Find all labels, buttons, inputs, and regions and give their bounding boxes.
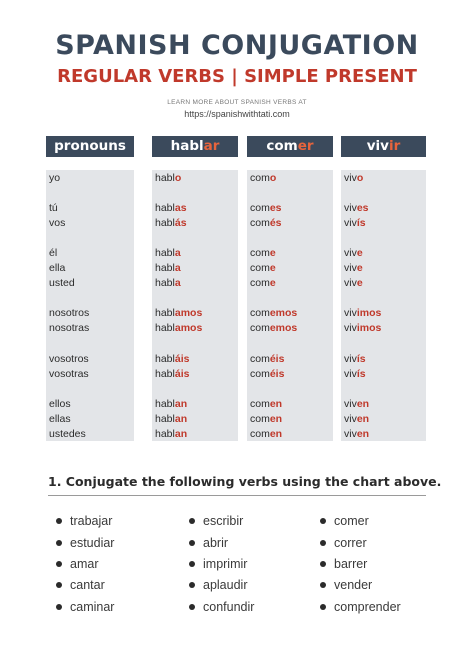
bullet-icon <box>56 604 62 610</box>
verb-stem: viv <box>344 202 357 214</box>
verb-ending: éis <box>269 353 285 365</box>
verb-ending: a <box>174 277 181 289</box>
header-comer-stem: com <box>266 138 298 154</box>
verb-stem: habl <box>155 428 175 440</box>
verb-list-item <box>320 600 401 614</box>
header-comer <box>247 136 333 157</box>
verb-stem: viv <box>344 277 357 289</box>
vivir-cell <box>344 262 363 274</box>
learn-more-text: LEARN MORE ABOUT SPANISH VERBS AT <box>167 99 307 106</box>
verb-ending: en <box>269 428 283 440</box>
verb-ending: as <box>174 202 187 214</box>
verb-list-item <box>56 514 112 528</box>
pronoun-cell: vos <box>49 217 66 229</box>
verb-list-item <box>189 514 243 528</box>
verb-ending: en <box>269 413 283 425</box>
comer-cell <box>250 322 297 334</box>
verb-list-label: cantar <box>70 578 105 592</box>
verb-stem: com <box>250 202 270 214</box>
pronoun-cell: nosotras <box>49 322 90 334</box>
verb-ending: e <box>269 277 276 289</box>
bullet-icon <box>189 540 195 546</box>
comer-cell <box>250 398 282 410</box>
verb-ending: e <box>356 247 363 259</box>
verb-stem: habl <box>155 398 175 410</box>
verb-ending: éis <box>269 368 285 380</box>
pronoun-cell: usted <box>49 277 75 289</box>
verb-list-item <box>189 557 247 571</box>
comer-cell <box>250 413 282 425</box>
comer-cell <box>250 368 284 380</box>
verb-stem: habl <box>155 247 175 259</box>
bullet-icon <box>320 561 326 567</box>
verb-ending: en <box>356 428 370 440</box>
vivir-cell <box>344 247 363 259</box>
verb-stem: com <box>250 353 270 365</box>
verb-stem: com <box>250 428 270 440</box>
verb-list-item <box>320 514 369 528</box>
bullet-icon <box>56 540 62 546</box>
header-pronouns <box>46 136 134 157</box>
comer-cell <box>250 217 282 229</box>
verb-ending: an <box>174 413 188 425</box>
bullet-icon <box>320 604 326 610</box>
verb-ending: en <box>356 413 370 425</box>
verb-ending: o <box>174 172 182 184</box>
verb-list-label: comer <box>334 514 369 528</box>
vivir-cell <box>344 277 363 289</box>
verb-stem: com <box>250 398 270 410</box>
hablar-cell <box>155 322 202 334</box>
page-subtitle: REGULAR VERBS | SIMPLE PRESENT <box>57 66 417 87</box>
vivir-cell <box>344 322 381 334</box>
website-link[interactable]: https://spanishwithtati.com <box>184 109 290 119</box>
verb-list-item <box>189 600 254 614</box>
vivir-cell <box>344 202 369 214</box>
comer-cell <box>250 428 282 440</box>
verb-stem: habl <box>155 277 175 289</box>
pronoun-cell: vosotros <box>49 353 89 365</box>
header-hablar <box>152 136 238 157</box>
pronoun-cell: vosotras <box>49 368 89 380</box>
verb-list-label: comprender <box>334 600 401 614</box>
verb-ending: e <box>356 262 363 274</box>
verb-list-item <box>189 536 228 550</box>
verb-ending: ís <box>356 368 366 380</box>
comer-cell <box>250 247 276 259</box>
verb-stem: habl <box>155 262 175 274</box>
verb-stem: habl <box>155 413 175 425</box>
pronoun-cell: ellas <box>49 413 71 425</box>
vivir-cell <box>344 307 381 319</box>
hablar-cell <box>155 172 181 184</box>
verb-stem: viv <box>344 307 357 319</box>
pronoun-cell: ellos <box>49 398 71 410</box>
bullet-icon <box>320 518 326 524</box>
exercise-question: 1. Conjugate the following verbs using the chart above. <box>48 474 442 489</box>
vivir-cell <box>344 217 366 229</box>
verb-stem: com <box>250 277 270 289</box>
verb-stem: viv <box>344 262 357 274</box>
verb-stem: com <box>250 322 270 334</box>
verb-ending: es <box>356 202 369 214</box>
header-hablar-stem: habl <box>170 138 204 154</box>
verb-stem: viv <box>344 398 357 410</box>
comer-cell <box>250 202 282 214</box>
pronoun-cell: ella <box>49 262 66 274</box>
verb-stem: viv <box>344 217 357 229</box>
verb-ending: a <box>174 247 181 259</box>
verb-list-label: confundir <box>203 600 255 614</box>
verb-ending: e <box>356 277 363 289</box>
pronoun-cell: nosotros <box>49 307 90 319</box>
verb-ending: imos <box>356 307 382 319</box>
bullet-icon <box>189 561 195 567</box>
verb-stem: habl <box>155 202 175 214</box>
verb-stem: habl <box>155 217 175 229</box>
verb-ending: o <box>356 172 364 184</box>
verb-list-item <box>189 578 247 592</box>
verb-stem: viv <box>344 353 357 365</box>
verb-stem: viv <box>344 247 357 259</box>
verb-ending: e <box>269 262 276 274</box>
comer-cell <box>250 277 276 289</box>
verb-ending: an <box>174 428 188 440</box>
verb-list-label: amar <box>70 557 99 571</box>
verb-list-item <box>56 578 105 592</box>
verb-stem: habl <box>155 353 175 365</box>
verb-ending: ás <box>174 217 187 229</box>
verb-stem: com <box>250 368 270 380</box>
pronoun-cell: yo <box>49 172 61 184</box>
hablar-cell <box>155 247 181 259</box>
verb-list-label: barrer <box>334 557 368 571</box>
verb-stem: viv <box>344 172 357 184</box>
comer-cell <box>250 353 284 365</box>
verb-ending: o <box>269 172 277 184</box>
pronoun-cell: tú <box>49 202 58 214</box>
verb-stem: habl <box>155 322 175 334</box>
verb-ending: amos <box>174 307 203 319</box>
verb-stem: viv <box>344 428 357 440</box>
verb-list-label: trabajar <box>70 514 113 528</box>
verb-ending: en <box>356 398 370 410</box>
hablar-cell <box>155 368 189 380</box>
vivir-cell <box>344 398 369 410</box>
hablar-cell <box>155 398 187 410</box>
verb-stem: com <box>250 172 270 184</box>
bullet-icon <box>320 540 326 546</box>
bullet-icon <box>189 604 195 610</box>
verb-list-label: abrir <box>203 536 229 550</box>
hablar-cell <box>155 353 189 365</box>
verb-list-label: correr <box>334 536 367 550</box>
header-comer-ending: er <box>297 138 314 154</box>
vivir-cell <box>344 368 366 380</box>
verb-list-label: caminar <box>70 600 115 614</box>
comer-cell <box>250 262 276 274</box>
verb-stem: com <box>250 217 270 229</box>
hablar-cell <box>155 202 187 214</box>
hablar-cell <box>155 217 187 229</box>
bullet-icon <box>56 561 62 567</box>
vivir-cell <box>344 172 363 184</box>
verb-stem: viv <box>344 413 357 425</box>
comer-cell <box>250 307 297 319</box>
verb-list-item <box>56 536 114 550</box>
hablar-cell <box>155 277 181 289</box>
verb-list-item <box>320 578 372 592</box>
verb-ending: ís <box>356 217 366 229</box>
vivir-cell <box>344 428 369 440</box>
verb-list-label: escribir <box>203 514 244 528</box>
verb-list-item <box>56 557 98 571</box>
verb-stem: com <box>250 307 270 319</box>
verb-list-item <box>320 557 367 571</box>
bullet-icon <box>56 582 62 588</box>
hablar-cell <box>155 413 187 425</box>
pronoun-cell: ustedes <box>49 428 86 440</box>
verb-list-item <box>320 536 367 550</box>
verb-ending: e <box>269 247 276 259</box>
verb-stem: habl <box>155 307 175 319</box>
verb-ending: emos <box>269 322 298 334</box>
header-pronouns-label: pronouns <box>54 138 126 154</box>
hablar-cell <box>155 262 181 274</box>
bullet-icon <box>189 582 195 588</box>
hablar-cell <box>155 307 202 319</box>
verb-ending: áis <box>174 353 190 365</box>
header-vivir <box>341 136 426 157</box>
verb-stem: habl <box>155 368 175 380</box>
verb-ending: en <box>269 398 283 410</box>
verb-stem: habl <box>155 172 175 184</box>
verb-list-label: vender <box>334 578 373 592</box>
verb-list-label: estudiar <box>70 536 115 550</box>
page-title: SPANISH CONJUGATION <box>55 30 419 61</box>
verb-stem: com <box>250 247 270 259</box>
verb-stem: com <box>250 413 270 425</box>
verb-ending: emos <box>269 307 298 319</box>
verb-ending: és <box>269 217 282 229</box>
comer-cell <box>250 172 276 184</box>
vivir-cell <box>344 413 369 425</box>
verb-ending: áis <box>174 368 190 380</box>
divider <box>48 495 426 496</box>
pronoun-cell: él <box>49 247 58 259</box>
bullet-icon <box>189 518 195 524</box>
verb-list-label: imprimir <box>203 557 248 571</box>
verb-list-label: aplaudir <box>203 578 248 592</box>
verb-stem: viv <box>344 322 357 334</box>
header-vivir-ending: ir <box>388 138 401 154</box>
vivir-cell <box>344 353 366 365</box>
verb-stem: com <box>250 262 270 274</box>
verb-ending: a <box>174 262 181 274</box>
hablar-cell <box>155 428 187 440</box>
verb-ending: amos <box>174 322 203 334</box>
header-hablar-ending: ar <box>203 138 220 154</box>
bullet-icon <box>56 518 62 524</box>
bullet-icon <box>320 582 326 588</box>
verb-stem: viv <box>344 368 357 380</box>
verb-ending: ís <box>356 353 366 365</box>
verb-ending: imos <box>356 322 382 334</box>
header-vivir-stem: viv <box>366 138 389 154</box>
verb-list-item <box>56 600 114 614</box>
verb-ending: an <box>174 398 188 410</box>
verb-ending: es <box>269 202 282 214</box>
